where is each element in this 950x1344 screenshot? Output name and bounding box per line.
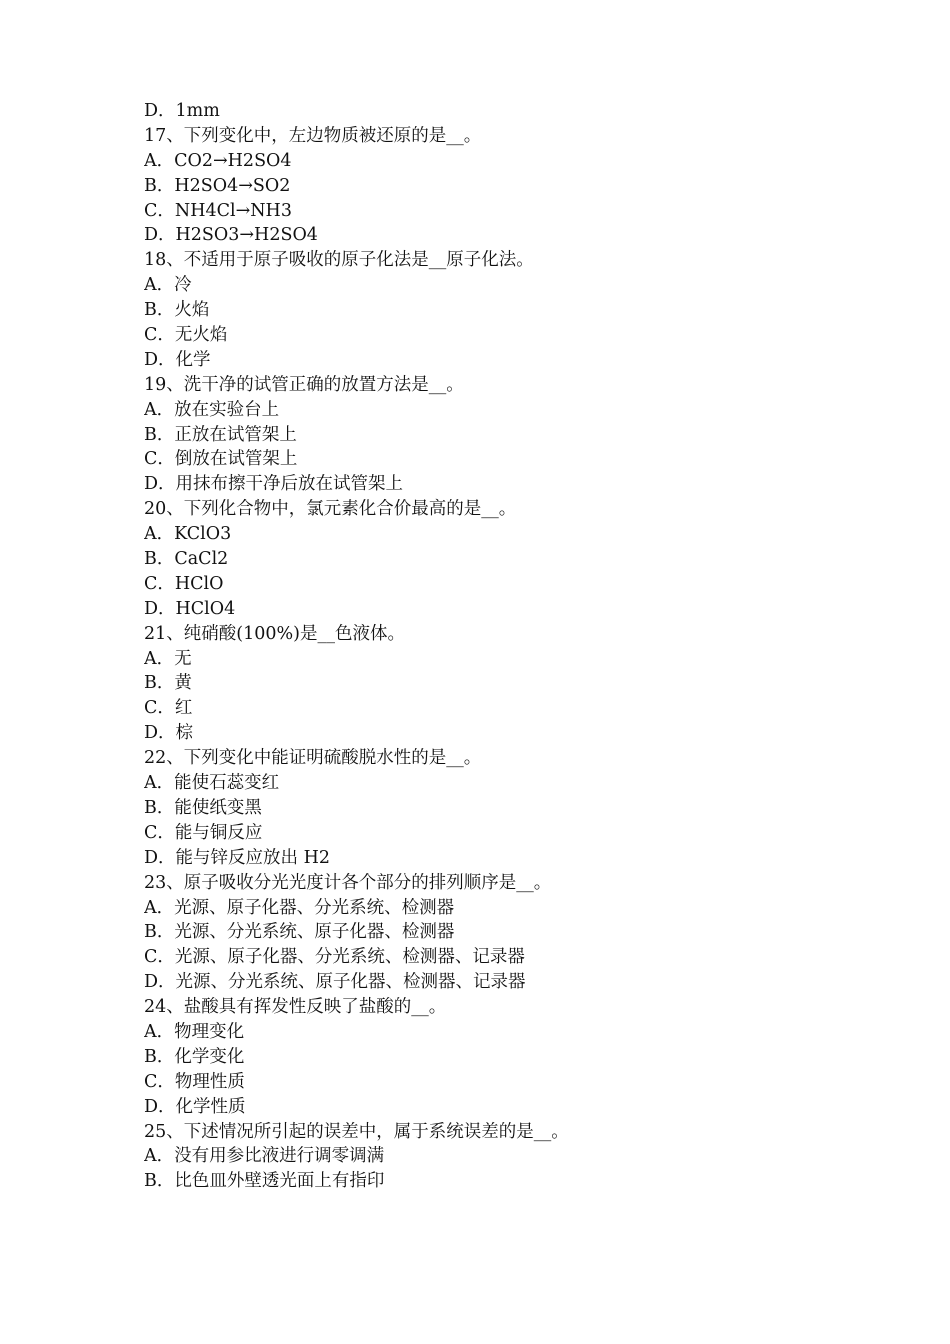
answer-option: C．无火焰 (144, 325, 228, 346)
question-stem: 18、不适用于原子吸收的原子化法是__原子化法。 (144, 250, 534, 271)
answer-option: A．光源、原子化器、分光系统、检测器 (144, 897, 455, 918)
answer-option: B．火焰 (144, 300, 210, 321)
answer-option: C．倒放在试管架上 (144, 449, 298, 470)
answer-option: A．无 (144, 648, 192, 669)
answer-option: A．放在实验台上 (144, 399, 280, 420)
answer-option: B．比色皿外壁透光面上有指印 (144, 1171, 385, 1192)
answer-option: D．光源、分光系统、原子化器、检测器、记录器 (144, 972, 526, 993)
answer-option: C．物理性质 (144, 1071, 245, 1092)
question-stem: 17、下列变化中，左边物质被还原的是__。 (144, 125, 482, 146)
answer-option: B．正放在试管架上 (144, 424, 297, 445)
question-stem: 22、下列变化中能证明硫酸脱水性的是__。 (144, 748, 482, 769)
answer-option: B．化学变化 (144, 1046, 245, 1067)
question-stem: 20、下列化合物中，氯元素化合价最高的是__。 (144, 499, 517, 520)
answer-option: C．能与铜反应 (144, 822, 263, 843)
answer-option: D．化学性质 (144, 1096, 246, 1117)
answer-option: A．能使石蕊变红 (144, 773, 280, 794)
answer-option: C．NH4Cl→NH3 (144, 200, 292, 221)
answer-option: C．红 (144, 698, 193, 719)
answer-option: B．黄 (144, 673, 192, 694)
answer-option: B．CaCl2 (144, 549, 229, 570)
answer-option: D．能与锌反应放出 H2 (144, 847, 330, 868)
answer-option: A．物理变化 (144, 1021, 245, 1042)
answer-option: B．H2SO4→SO2 (144, 175, 291, 196)
question-stem: 25、下述情况所引起的误差中，属于系统误差的是__。 (144, 1121, 569, 1142)
question-stem: 19、洗干净的试管正确的放置方法是__。 (144, 374, 464, 395)
answer-option: B．能使纸变黑 (144, 797, 262, 818)
answer-option: C．光源、原子化器、分光系统、检测器、记录器 (144, 947, 525, 968)
answer-option: A．没有用参比液进行调零调满 (144, 1146, 385, 1167)
answer-option: D．1mm (144, 101, 220, 121)
answer-option: A．冷 (144, 275, 192, 296)
question-stem: 24、盐酸具有挥发性反映了盐酸的__。 (144, 997, 447, 1018)
answer-option: D．H2SO3→H2SO4 (144, 225, 318, 246)
answer-option: B．光源、分光系统、原子化器、检测器 (144, 922, 455, 943)
question-stem: 23、原子吸收分光光度计各个部分的排列顺序是__。 (144, 872, 552, 893)
answer-option: D．棕 (144, 723, 194, 744)
question-list (144, 99, 844, 1194)
answer-option: A．CO2→H2SO4 (144, 150, 292, 171)
answer-option: D．用抹布擦干净后放在试管架上 (144, 474, 404, 495)
answer-option: A．KClO3 (144, 524, 232, 545)
answer-option: D．HClO4 (144, 598, 236, 619)
answer-option: C．HClO (144, 573, 224, 594)
answer-option: D．化学 (144, 349, 211, 370)
question-stem: 21、纯硝酸(100%)是__色液体。 (144, 623, 405, 644)
